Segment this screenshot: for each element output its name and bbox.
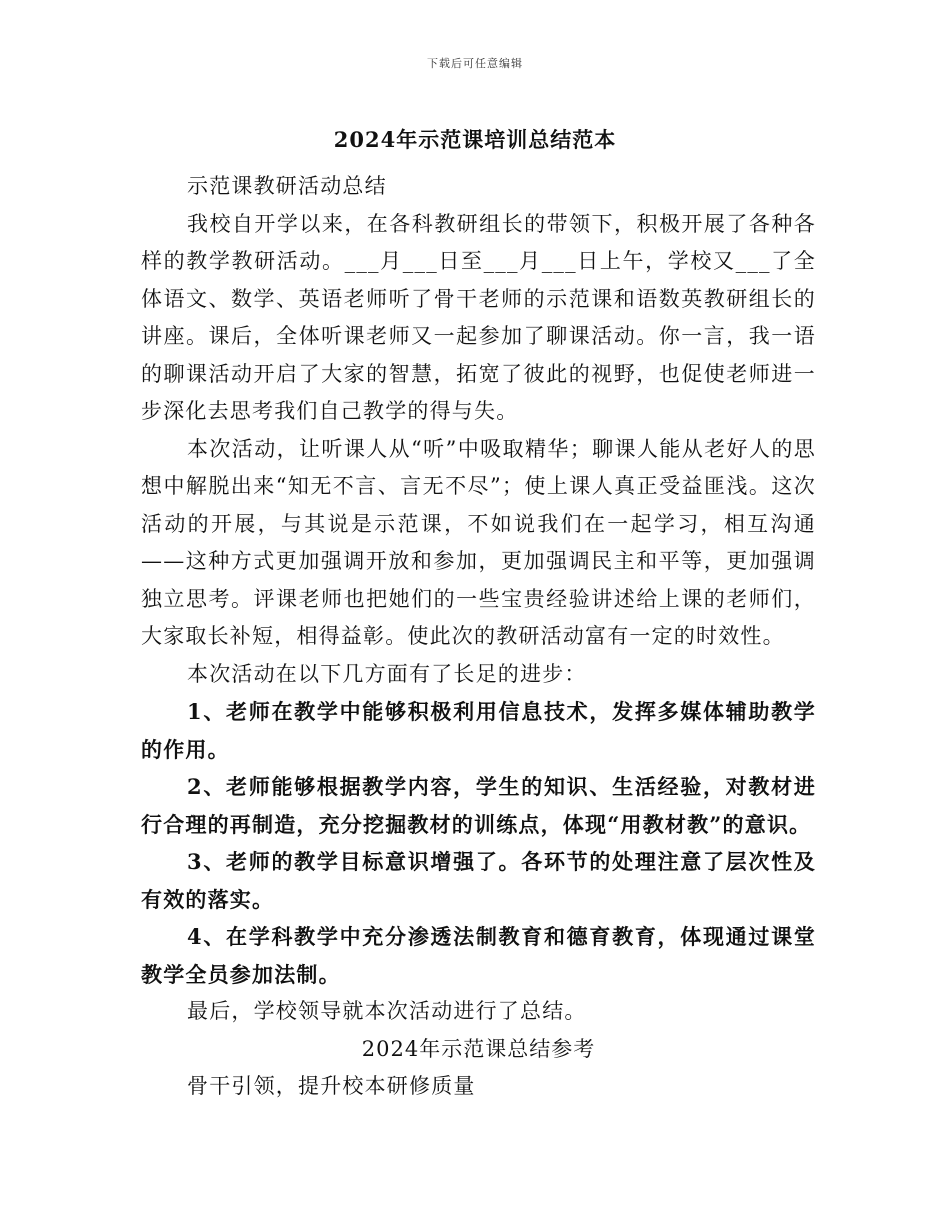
header-note: 下载后可任意编辑 bbox=[427, 57, 523, 70]
document-title: 2024年示范课培训总结范本 bbox=[333, 127, 617, 152]
section2-title: 2024年示范课总结参考 bbox=[361, 1036, 596, 1061]
document-body bbox=[141, 168, 816, 1106]
paragraph-progress-lead: 本次活动在以下几方面有了长足的进步： bbox=[187, 661, 587, 686]
paragraph-closing: 最后，学校领导就本次活动进行了总结。 bbox=[187, 999, 587, 1023]
section-heading: 示范课教研活动总结 bbox=[187, 174, 387, 198]
section2-subheading: 骨干引领，提升校本研修质量 bbox=[187, 1074, 476, 1098]
progress-point-3: 3、老师的教学目标意识增强了。各环节的处理注意了层次性及有效的落实。 bbox=[141, 849, 816, 912]
progress-point-2: 2、老师能够根据教学内容，学生的知识、生活经验，对教材进行合理的再制造，充分挖掘教材的训练点，体现“用教材教”的意识。 bbox=[141, 774, 816, 837]
paragraph-activity: 本次活动，让听课人从“听”中吸取精华；聊课人能从老好人的思想中解脱出来“知无不言、言无不尽”；使上课人真正受益匪浅。这次活动的开展，与其说是示范课，不如说我们在一起学习，相互沟通——这种方式更加强调开放和参加，更加强调民主和平等，更加强调独立思考。评课老师也把她们的一些宝贵经验讲述给上课的老师们，大家取长补短，相得益彰。使此次的教研活动富有一定的时效性。 bbox=[141, 436, 816, 648]
progress-point-4: 4、在学科教学中充分渗透法制教育和德育教育，体现通过课堂教学全员参加法制。 bbox=[141, 924, 816, 987]
paragraph-intro: 我校自开学以来，在各科教研组长的带领下，积极开展了各种各样的教学教研活动。___月___日至___月___日上午，学校又___了全体语文、数学、英语老师听了骨干老师的示范课和语数英教研组长的讲座。课后，全体听课老师又一起参加了聊课活动。你一言，我一语的聊课活动开启了大家的智慧，拓宽了彼此的视野，也促使老师进一步深化去思考我们自己教学的得与失。 bbox=[141, 211, 816, 423]
progress-point-1: 1、老师在教学中能够积极利用信息技术，发挥多媒体辅助教学的作用。 bbox=[141, 699, 816, 762]
